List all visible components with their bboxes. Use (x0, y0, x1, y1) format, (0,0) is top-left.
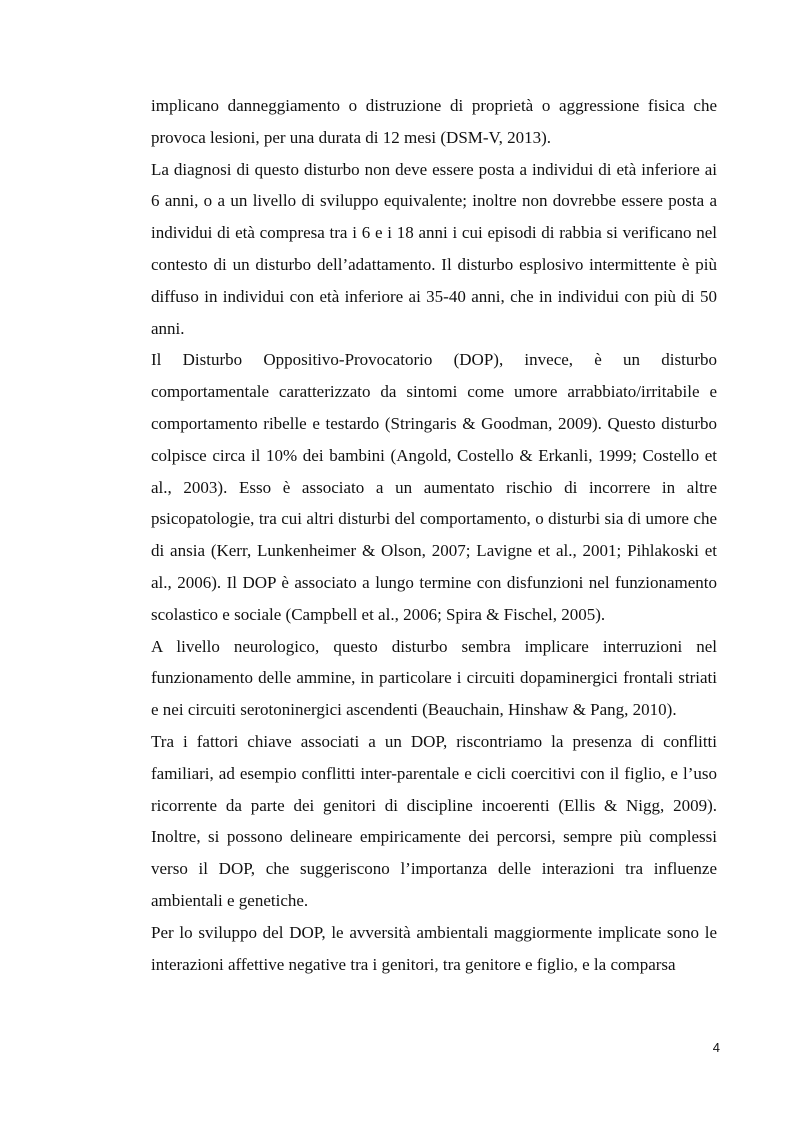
paragraph-neurological: A livello neurologico, questo disturbo sembra implicare interruzioni nel funzionamento delle ammine, in particolare i circuiti dopaminergici frontali striati e nei circuiti serotoninergici ascendenti (Beauchain, Hinshaw & Pang, 2010). (151, 636, 717, 720)
paragraph-environmental: Per lo sviluppo del DOP, le avversità ambientali maggiormente implicate sono le interazioni affettive negative tra i genitori, tra genitore e figlio, e la comparsa (151, 922, 717, 974)
paragraph-key-factors: Tra i fattori chiave associati a un DOP, riscontriamo la presenza di conflitti familiari, ad esempio conflitti inter-parentale e cicli coercitivi con il figlio, e l’uso ricorrente da parte dei genitori di discipline incoerenti (Ellis & Nigg, 2009). Inoltre, si possono delineare empiricamente dei percorsi, sempre più complessi verso il DOP, che suggeriscono l’importanza delle interazioni tra influenze ambientali e genetiche. (151, 731, 717, 910)
paragraph-diagnosis: La diagnosi di questo disturbo non deve essere posta a individui di età inferiore ai 6 anni, o a un livello di sviluppo equivalente; inoltre non dovrebbe essere posta a individui di età compresa tra i 6 e i 18 anni i cui episodi di rabbia si verificano nel contesto di un disturbo dell’adattamento. Il disturbo esplosivo intermittente è più diffuso in individui con età inferiore ai 35-40 anni, che in individui con più di 50 anni. (151, 159, 717, 338)
body-text (151, 90, 717, 980)
paragraph-dop-definition: Il Disturbo Oppositivo-Provocatorio (DOP), invece, è un disturbo comportamentale caratterizzato da sintomi come umore arrabbiato/irritabile e comportamento ribelle e testardo (Stringaris & Goodman, 2009). Questo disturbo colpisce circa il 10% dei bambini (Angold, Costello & Erkanli, 1999; Costello et al., 2003). Esso è associato a un aumentato rischio di incorrere in altre psicopatologie, tra cui altri disturbi del comportamento, o disturbi sia di umore che di ansia (Kerr, Lunkenheimer & Olson, 2007; Lavigne et al., 2001; Pihlakoski et al., 2006). Il DOP è associato a lungo termine con disfunzioni nel funzionamento scolastico e sociale (Campbell et al., 2006; Spira & Fischel, 2005). (151, 350, 717, 624)
paragraph-continuation: implicano danneggiamento o distruzione di proprietà o aggressione fisica che provoca lesioni, per una durata di 12 mesi (DSM-V, 2013). (151, 96, 717, 147)
page-number: 4 (712, 1040, 720, 1055)
